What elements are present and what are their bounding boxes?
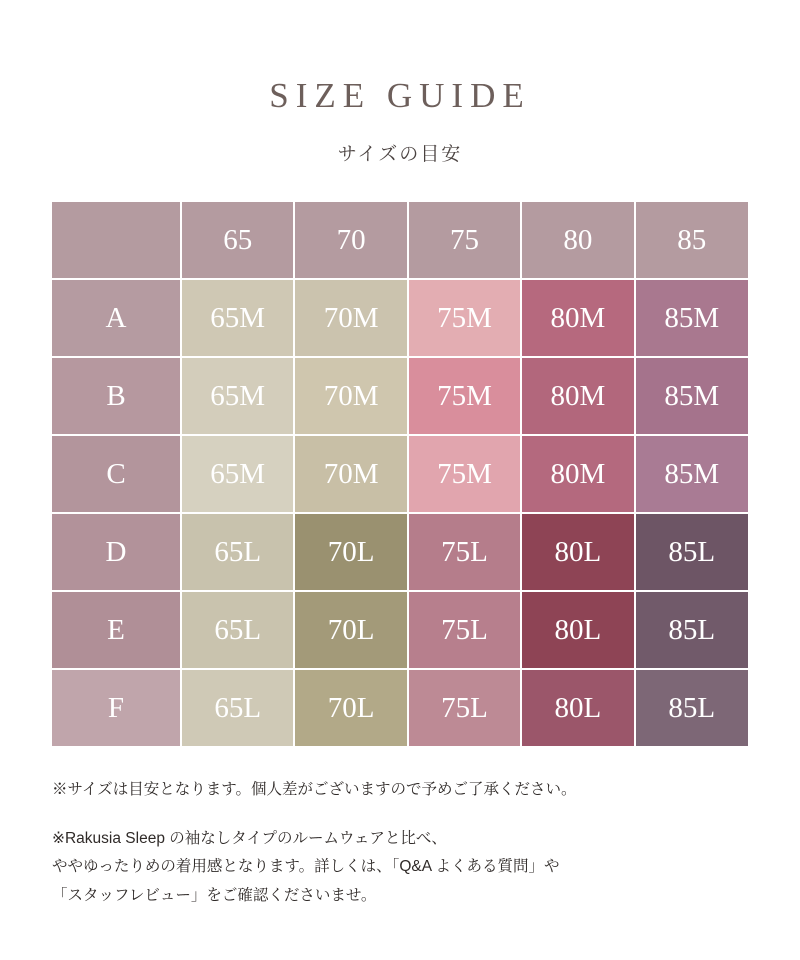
size-cell: 70L	[294, 513, 407, 591]
size-cell: 65L	[181, 513, 294, 591]
column-header-85: 85	[635, 202, 748, 279]
column-header-65: 65	[181, 202, 294, 279]
size-cell: 70M	[294, 357, 407, 435]
column-header-75: 75	[408, 202, 521, 279]
size-cell: 80L	[521, 591, 634, 669]
notes-section	[0, 746, 800, 911]
size-cell: 75M	[408, 279, 521, 357]
note-line-2: ※Rakusia Sleep の袖なしタイプのルームウェアと比べ、	[52, 829, 447, 847]
column-header-80: 80	[521, 202, 634, 279]
size-cell: 65L	[181, 669, 294, 746]
size-cell: 75M	[408, 435, 521, 513]
column-header-70: 70	[294, 202, 407, 279]
table-corner-cell	[52, 202, 181, 279]
size-cell: 65M	[181, 357, 294, 435]
size-chart-table	[52, 202, 748, 746]
row-header-C: C	[52, 435, 181, 513]
table-row	[52, 435, 748, 513]
header-block	[0, 0, 800, 166]
size-cell: 80M	[521, 435, 634, 513]
note-line-3: ややゆったりめの着用感となります。詳しくは、「Q&A よくある質問」や	[52, 858, 560, 876]
size-cell: 85L	[635, 513, 748, 591]
size-cell: 85L	[635, 669, 748, 746]
note-line-4: 「スタッフレビュー」をご確認くださいませ。	[52, 887, 377, 905]
row-header-E: E	[52, 591, 181, 669]
size-cell: 85M	[635, 435, 748, 513]
table-header-row	[52, 202, 748, 279]
size-cell: 80M	[521, 357, 634, 435]
row-header-F: F	[52, 669, 181, 746]
row-header-D: D	[52, 513, 181, 591]
size-cell: 80L	[521, 669, 634, 746]
size-cell: 75L	[408, 513, 521, 591]
size-cell: 70L	[294, 669, 407, 746]
note-block-2	[52, 825, 748, 911]
size-cell: 75L	[408, 591, 521, 669]
table-row	[52, 591, 748, 669]
page-subtitle: サイズの目安	[337, 144, 463, 165]
size-cell: 85M	[635, 279, 748, 357]
size-cell: 75L	[408, 669, 521, 746]
size-cell: 85L	[635, 591, 748, 669]
size-cell: 80M	[521, 279, 634, 357]
size-cell: 70M	[294, 435, 407, 513]
size-cell: 75M	[408, 357, 521, 435]
row-header-B: B	[52, 357, 181, 435]
table-row	[52, 669, 748, 746]
table-row	[52, 357, 748, 435]
size-cell: 80L	[521, 513, 634, 591]
note-line-1: ※サイズは目安となります。個人差がございますので予めご了承ください。	[52, 781, 577, 798]
size-cell: 70M	[294, 279, 407, 357]
size-cell: 65M	[181, 435, 294, 513]
table-row	[52, 279, 748, 357]
table-row	[52, 513, 748, 591]
row-header-A: A	[52, 279, 181, 357]
size-cell: 65M	[181, 279, 294, 357]
size-cell: 70L	[294, 591, 407, 669]
page-title: SIZE GUIDE	[269, 76, 531, 115]
size-cell: 85M	[635, 357, 748, 435]
size-cell: 65L	[181, 591, 294, 669]
